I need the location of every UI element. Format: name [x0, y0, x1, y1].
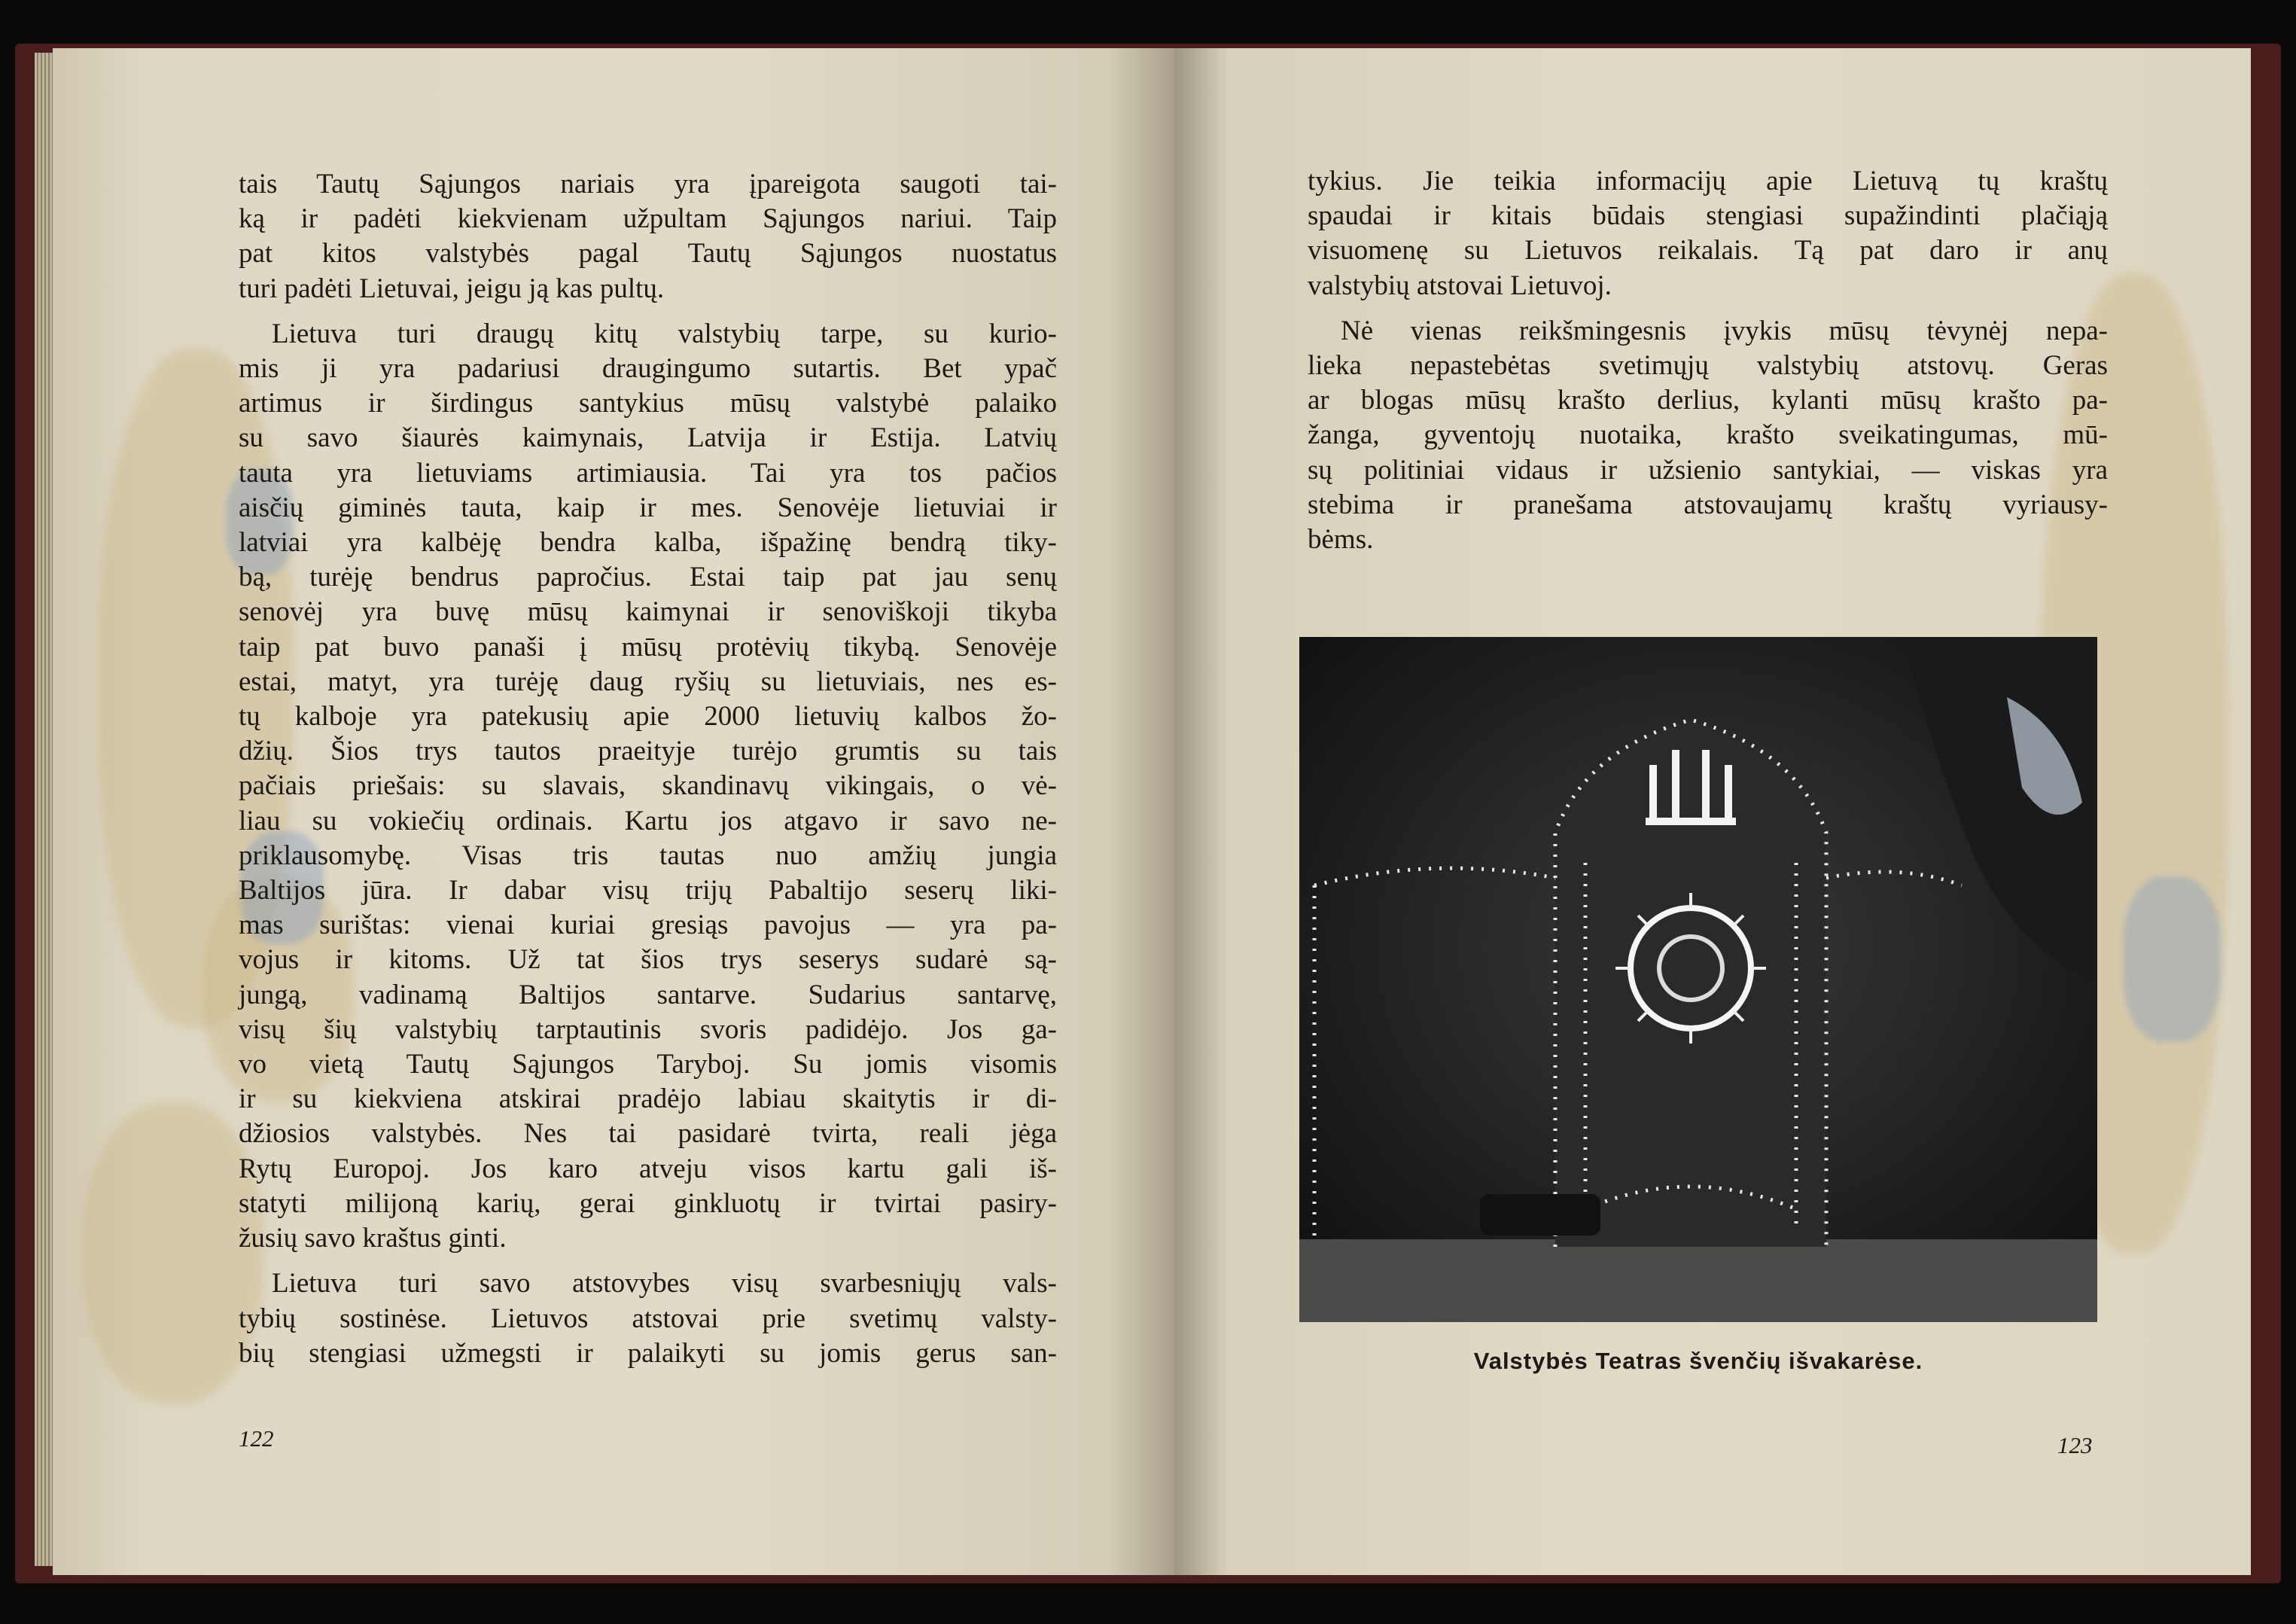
text-line: Nė vienas reikšmingesnis įvykis mūsų tėvynėj nepa-	[1341, 315, 2108, 346]
text-line: bių stengiasi užmegsti ir palaikyti su jomis gerus san-	[239, 1337, 1057, 1369]
photo-caption: Valstybės Teatras švenčių išvakarėse.	[1473, 1348, 1923, 1374]
text-line: džių. Šios trys tautos praeityje turėjo grumtis su tais	[239, 736, 1057, 767]
text-line: pat kitos valstybės pagal Tautų Sąjungos nuostatus	[239, 238, 1057, 270]
text-line: aisčių giminės tauta, kaip ir mes. Senovėje lietuviai ir	[239, 492, 1057, 523]
text-line: žusių savo kraštus ginti.	[239, 1223, 507, 1254]
text-line: latviai yra kalbėję bendra kalba, išpažinę bendrą tiky-	[239, 527, 1057, 559]
theatre-night-photo	[1299, 637, 2097, 1322]
text-line: vojus ir kitoms. Už tat šios trys seserys sudarė są-	[239, 944, 1057, 976]
text-line: artimus ir širdingus santykius mūsų valstybė palaiko	[239, 388, 1057, 419]
text-line: ką ir padėti kiekvienam užpultam Sąjungos nariui. Taip	[239, 203, 1057, 235]
text-line: taip pat buvo panaši į mūsų protėvių tikybą. Senovėje	[239, 631, 1057, 663]
page-number-left: 122	[239, 1425, 274, 1452]
text-line: ar blogas mūsų krašto derlius, kylanti mūsų krašto pa-	[1308, 385, 2108, 416]
text-line: tais Tautų Sąjungos nariais yra įpareigota saugoti tai-	[239, 169, 1057, 200]
text-line: jungą, vadinamą Baltijos santarve. Sudarius santarvę,	[239, 979, 1057, 1010]
text-line: su savo šiaurės kaimynais, Latvija ir Estija. Latvių	[239, 422, 1057, 454]
text-line: visų šių valstybių tarptautinis svoris padidėjo. Jos ga-	[239, 1013, 1057, 1045]
text-line: tybių sostinėse. Lietuvos atstovai prie svetimų valsty-	[239, 1303, 1057, 1334]
paragraph-3	[239, 1266, 1057, 1371]
text-line: džiosios valstybės. Nes tai pasidarė tvirta, reali jėga	[239, 1118, 1057, 1150]
text-line: lieka nepastebėtas svetimųjų valstybių atstovų. Geras	[1308, 350, 2108, 382]
text-line: Baltijos jūra. Ir dabar visų trijų Pabaltijo seserų liki-	[239, 875, 1057, 906]
page-number-right: 123	[2057, 1432, 2093, 1458]
paragraph-2	[239, 317, 1057, 1256]
text-line: sų politiniai vidaus ir užsienio santykiai, — viskas yra	[1308, 454, 2108, 486]
text-line: Lietuva turi draugų kitų valstybių tarpe, su kurio-	[272, 318, 1057, 349]
text-line: spaudai ir kitais būdais stengiasi supažindinti plačiąją	[1308, 200, 2108, 232]
text-line: tauta yra lietuviams artimiausia. Tai yra tos pačios	[239, 457, 1057, 489]
paragraph-1	[1308, 164, 2108, 303]
text-line: pačiais priešais: su slavais, skandinavų vikingais, o vė-	[239, 770, 1057, 802]
paragraph-2	[1308, 314, 2108, 557]
text-line: vo vietą Tautų Sąjungos Taryboj. Su jomis visomis	[239, 1049, 1057, 1080]
text-line: žanga, gyventojų nuotaika, krašto sveikatingumas, mū-	[1308, 419, 2108, 451]
text-line: bą, turėję bendrus papročius. Estai taip pat jau senų	[239, 562, 1057, 593]
text-line: mas surištas: vienai kuriai gresiąs pavojus — yra pa-	[239, 910, 1057, 941]
text-line: Rytų Europoj. Jos karo atveju visos kartu gali iš-	[239, 1153, 1057, 1184]
right-page-text	[1308, 164, 2108, 568]
text-line: bėms.	[1308, 524, 1374, 556]
text-line: valstybių atstovai Lietuvoj.	[1308, 270, 1612, 301]
text-line: senovėj yra buvę mūsų kaimynai ir senoviškoji tikyba	[239, 596, 1057, 628]
text-line: statyti milijoną karių, gerai ginkluotų ir tvirtai pasiry-	[239, 1187, 1057, 1219]
left-page-text	[239, 167, 1057, 1382]
text-line: Lietuva turi savo atstovybes visų svarbesniųjų vals-	[272, 1268, 1057, 1300]
text-line: tų kalboje yra patekusių apie 2000 lietuvių kalbos žo-	[239, 701, 1057, 733]
text-line: turi padėti Lietuvai, jeigu ją kas pultų.	[239, 273, 665, 304]
text-line: mis ji yra padariusi draugingumo sutartis. Bet ypač	[239, 353, 1057, 385]
text-line: stebima ir pranešama atstovaujamų kraštų vyriausy-	[1308, 489, 2108, 520]
paragraph-1	[239, 167, 1057, 306]
text-line: tykius. Jie teikia informacijų apie Lietuvą tų kraštų	[1308, 166, 2108, 197]
text-line: estai, matyt, yra turėję daug ryšių su lietuviais, nes es-	[239, 666, 1057, 697]
text-line: visuomenę su Lietuvos reikalais. Tą pat daro ir anų	[1308, 235, 2108, 267]
text-line: priklausomybę. Visas tris tautas nuo amžių jungia	[239, 839, 1057, 871]
text-line: liau su vokiečių ordinais. Kartu jos atgavo ir savo ne-	[239, 805, 1057, 836]
text-line: ir su kiekviena atskirai pradėjo labiau skaitytis ir di-	[239, 1083, 1057, 1115]
